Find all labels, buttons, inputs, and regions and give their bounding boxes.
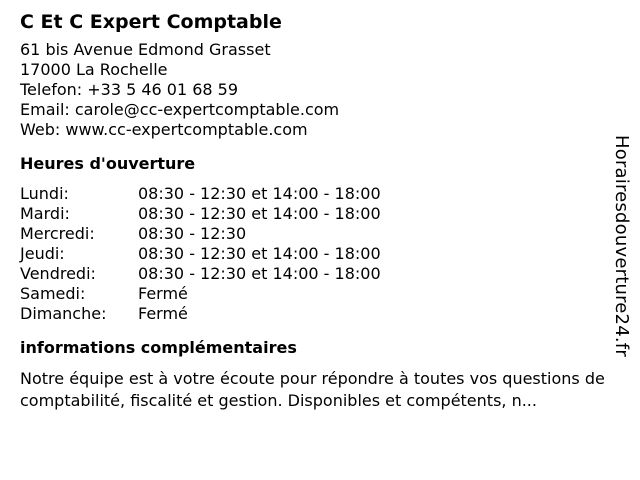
hours-row-friday <box>20 264 610 284</box>
hours-time: Fermé <box>138 304 188 323</box>
hours-row-saturday <box>20 284 610 304</box>
hours-time: 08:30 - 12:30 et 14:00 - 18:00 <box>138 204 381 223</box>
hours-day: Mercredi: <box>20 224 95 243</box>
watermark-text: Horairesdouverture24.fr <box>611 135 632 357</box>
hours-day: Dimanche: <box>20 304 107 323</box>
hours-row-sunday <box>20 304 610 324</box>
address-line2: 17000 La Rochelle <box>20 60 168 79</box>
hours-row-monday <box>20 184 610 204</box>
hours-row-thursday <box>20 244 610 264</box>
hours-row-wednesday <box>20 224 610 244</box>
hours-time: 08:30 - 12:30 et 14:00 - 18:00 <box>138 264 381 283</box>
company-name: C Et C Expert Comptable <box>20 11 282 33</box>
info-title: informations complémentaires <box>20 338 297 357</box>
hours-time: 08:30 - 12:30 et 14:00 - 18:00 <box>138 184 381 203</box>
hours-day: Mardi: <box>20 204 70 223</box>
hours-time: Fermé <box>138 284 188 303</box>
hours-time: 08:30 - 12:30 <box>138 224 247 243</box>
hours-day: Samedi: <box>20 284 86 303</box>
email-text: Email: carole@cc-expertcomptable.com <box>20 100 340 119</box>
web-text: Web: www.cc-expertcomptable.com <box>20 120 308 139</box>
hours-day: Vendredi: <box>20 264 96 283</box>
hours-time: 08:30 - 12:30 et 14:00 - 18:00 <box>138 244 381 263</box>
info-text: Notre équipe est à votre écoute pour répondre à toutes vos questions de comptabilité, fiscalité et gestion. Disponibles et compétents, n... <box>20 369 605 410</box>
phone-text: Telefon: +33 5 46 01 68 59 <box>20 80 239 99</box>
hours-title: Heures d'ouverture <box>20 154 196 173</box>
address-line1: 61 bis Avenue Edmond Grasset <box>20 40 271 59</box>
hours-day: Lundi: <box>20 184 69 203</box>
hours-row-tuesday <box>20 204 610 224</box>
business-card <box>20 10 610 412</box>
hours-day: Jeudi: <box>20 244 65 263</box>
hours-table <box>20 184 610 324</box>
contact-block <box>20 40 610 140</box>
